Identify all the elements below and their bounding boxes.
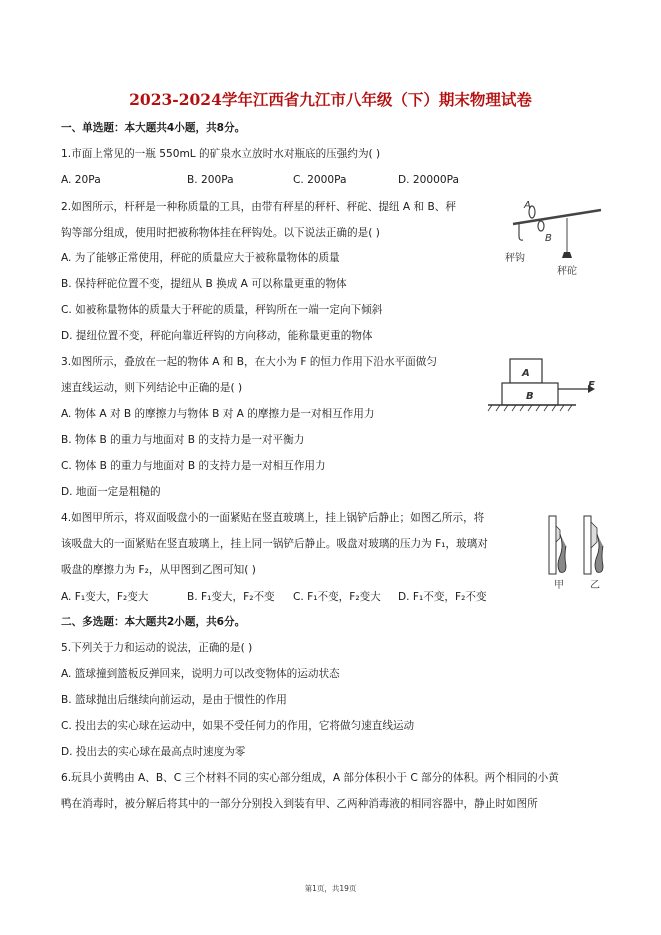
q3-option-d[interactable]: D. 地面一定是粗糙的 — [61, 486, 161, 498]
q1-option-a[interactable]: A. 20Pa — [61, 174, 101, 186]
q4-stem-line3: 吸盘的摩擦力为 F₂，从甲图到乙图可知( ) — [61, 564, 256, 576]
section-single-choice-heading: 一、单选题：本大题共4小题，共8分。 — [61, 122, 246, 134]
q3-stem-line2: 速直线运动，则下列结论中正确的是( ) — [61, 382, 243, 394]
q2-option-a[interactable]: A. 为了能够正常使用，秤砣的质量应大于被称量物体的质量 — [61, 252, 340, 264]
suction-cup-figure — [546, 512, 616, 592]
steelyard-label-b: B — [545, 233, 552, 244]
q5-option-b[interactable]: B. 篮球抛出后继续向前运动，是由于惯性的作用 — [61, 694, 287, 706]
steelyard-label-hook: 秤钩 — [505, 253, 525, 264]
exam-title: 2023-2024学年江西省九江市八年级（下）期末物理试卷 — [129, 90, 532, 109]
q4-option-b[interactable]: B. F₁变大，F₂不变 — [187, 591, 275, 603]
q2-option-d[interactable]: D. 提纽位置不变，秤砣向靠近秤钩的方向移动，能称量更重的物体 — [61, 330, 373, 342]
block-a-label: A — [522, 368, 530, 379]
section-multi-choice-heading: 二、多选题：本大题共2小题，共6分。 — [61, 616, 246, 628]
q2-option-b[interactable]: B. 保持秤砣位置不变，提纽从 B 换成 A 可以称量更重的物体 — [61, 278, 347, 290]
block-b-label: B — [526, 391, 534, 402]
steelyard-figure — [505, 196, 605, 281]
stacked-blocks-figure — [484, 355, 604, 415]
spatula-left — [558, 534, 566, 572]
q5-option-c[interactable]: C. 投出去的实心球在运动中，如果不受任何力的作用，它将做匀速直线运动 — [61, 720, 415, 732]
q5-option-a[interactable]: A. 篮球撞到篮板反弹回来，说明力可以改变物体的运动状态 — [61, 668, 340, 680]
q4-option-a[interactable]: A. F₁变大，F₂变大 — [61, 591, 149, 603]
steelyard-label-a: A — [524, 200, 531, 211]
q3-stem-line1: 3.如图所示，叠放在一起的物体 A 和 B，在大小为 F 的恒力作用下沿水平面做匀 — [61, 356, 437, 368]
glass-right — [584, 516, 591, 574]
glass-left — [549, 516, 556, 574]
steelyard-beam — [513, 210, 601, 224]
force-label: F — [588, 380, 595, 391]
figure-label-jia: 甲 — [554, 580, 564, 591]
q1-stem: 1.市面上常见的一瓶 550mL 的矿泉水立放时水对瓶底的压强约为( ) — [61, 148, 381, 160]
q1-option-b[interactable]: B. 200Pa — [187, 174, 234, 186]
q5-stem: 5.下列关于力和运动的说法，正确的是( ) — [61, 642, 253, 654]
q1-option-c[interactable]: C. 2000Pa — [293, 174, 347, 186]
q6-stem-line2: 鸭在消毒时，被分解后将其中的一部分分别投入到装有甲、乙两种消毒液的相同容器中，静止时如图所 — [61, 798, 538, 810]
hanger-b — [538, 221, 544, 231]
q4-option-c[interactable]: C. F₁不变，F₂变大 — [293, 591, 381, 603]
q2-stem-line2: 钩等部分组成，使用时把被称物体挂在秤钩处。以下说法正确的是( ) — [61, 227, 380, 239]
q6-stem-line1: 6.玩具小黄鸭由 A、B、C 三个材料不同的实心部分组成，A 部分体积小于 C 部分的体积。两个相同的小黄 — [61, 772, 559, 784]
q4-option-d[interactable]: D. F₁不变，F₂不变 — [398, 591, 487, 603]
ground-hatching — [488, 405, 572, 411]
figure-label-yi: 乙 — [590, 580, 600, 591]
q1-option-d[interactable]: D. 20000Pa — [398, 174, 459, 186]
q2-stem-line1: 2.如图所示，杆秤是一种称质量的工具，由带有秤星的秤杆、秤砣、提纽 A 和 B、秤 — [61, 201, 456, 213]
suction-cup-right — [591, 522, 597, 548]
q5-option-d[interactable]: D. 投出去的实心球在最高点时速度为零 — [61, 746, 246, 758]
q4-stem-line1: 4.如图甲所示，将双面吸盘小的一面紧贴在竖直玻璃上，挂上锅铲后静止；如图乙所示，将 — [61, 512, 485, 524]
q2-option-c[interactable]: C. 如被称量物体的质量大于秤砣的质量，秤钩所在一端一定向下倾斜 — [61, 304, 383, 316]
steelyard-label-weight: 秤砣 — [557, 266, 577, 277]
q3-option-c[interactable]: C. 物体 B 的重力与地面对 B 的支持力是一对相互作用力 — [61, 460, 326, 472]
suction-cup-left — [556, 526, 560, 542]
steelyard-hook — [519, 223, 523, 240]
q4-stem-line2: 该吸盘大的一面紧贴在竖直玻璃上，挂上同一锅铲后静止。吸盘对玻璃的压力为 F₁，玻璃对 — [61, 538, 488, 550]
steelyard-weight — [562, 252, 572, 258]
q3-option-a[interactable]: A. 物体 A 对 B 的摩擦力与物体 B 对 A 的摩擦力是一对相互作用力 — [61, 408, 375, 420]
page-footer: 第1页，共19页 — [304, 884, 357, 893]
q3-option-b[interactable]: B. 物体 B 的重力与地面对 B 的支持力是一对平衡力 — [61, 434, 305, 446]
